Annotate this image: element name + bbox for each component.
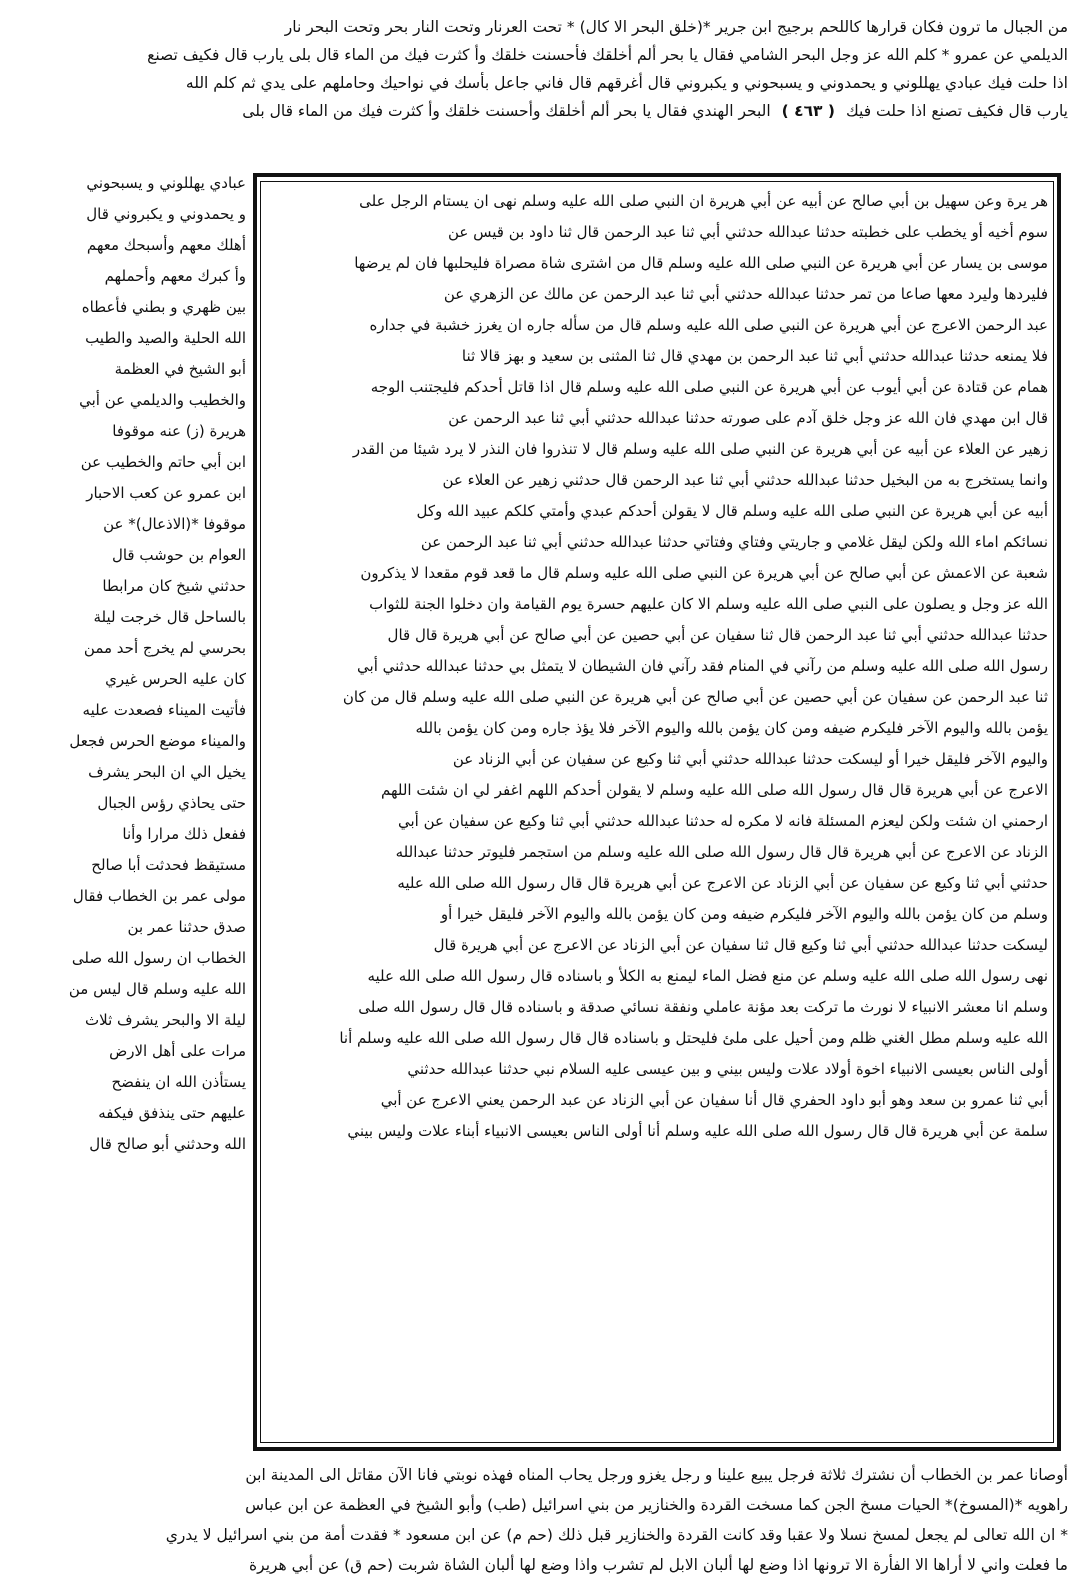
margin-line: حتى يحاذي رؤس الجبال	[97, 794, 246, 812]
margin-line: هريرة (ز) عنه موقوفا	[112, 422, 246, 440]
main-text	[268, 186, 1048, 1147]
margin-line: والخطيب والديلمي عن أبي	[79, 391, 246, 409]
margin-line: كان عليه الحرس غيري	[105, 670, 246, 688]
main-line: الزناد عن الاعرج عن أبي هريرة قال قال رسول الله صلى الله عليه وسلم من استجمر فليوتر حدثنا عبدالله	[395, 843, 1048, 861]
main-line: وسلم من كان يؤمن بالله واليوم الآخر فليكرم ضيفه ومن كان يؤمن بالله واليوم الآخر فليقل خيرا أو	[440, 905, 1048, 923]
main-line: سلمة عن أبي هريرة قال قال رسول الله صلى الله عليه وسلم أنا أولى الناس بعيسى الانبياء أبناء علات وليس بيني	[347, 1122, 1048, 1140]
main-line: ليسكت حدثنا عبدالله حدثني أبي ثنا وكيع قال ثنا سفيان عن أبي الزناد عن الاعرج عن أبي هريرة قال	[433, 936, 1048, 954]
margin-line: يستأذن الله ان ينفضح	[111, 1073, 246, 1091]
margin-line: ابن عمرو عن كعب الاحبار	[86, 484, 246, 502]
margin-line: الله عليه وسلم قال ليس من	[68, 980, 246, 998]
header-line: البحر الهندي فقال يا بحر ألم أخلقك وأحسنت خلقك وأ كثرت فيك من الماء قال بلى	[242, 102, 771, 120]
main-line: أولى الناس بعيسى الانبياء اخوة أولاد علات وليس بيني و بين عيسى عليه السلام نبي حدثنا عبدالله حدثني	[407, 1060, 1048, 1078]
margin-commentary	[10, 168, 246, 1160]
main-line: أبي ثنا عمرو بن سعد وهو أبو داود الحفري قال أنا سفيان عن أبي الزناد عن عبد الرحمن يعني الاعرج عن أبي	[380, 1091, 1048, 1109]
main-line: ارحمني ان شئت ولكن ليعزم المسئلة فانه لا مكره له حدثنا عبدالله حدثني أبي ثنا وكيع عن سفيان عن أبي	[397, 812, 1048, 830]
margin-line: الله وحدثني أبو صالح قال	[89, 1135, 246, 1153]
header-line: الديلمي عن عمرو * كلم الله عز وجل البحر الشامي فقال يا بحر ألم أخلقك فأحسنت خلقك وأ كثرت فيك من الماء قال بلى يارب قال فكيف تصنع	[147, 46, 1068, 64]
main-line: سوم أخيه أو يخطب على خطبته حدثنا عبدالله حدثني أبي ثنا عبد الرحمن قال ثنا داود بن قيس عن	[448, 223, 1048, 241]
margin-line: فأتيت الميناء فصعدت عليه	[82, 701, 246, 719]
main-line: أبيه عن أبي هريرة عن النبي صلى الله عليه وسلم قال لا يقولن أحدكم عبدي وأمتي كلكم عبيد الله وكل	[416, 502, 1048, 520]
margin-line: بالساحل قال خرجت ليلة	[93, 608, 246, 626]
main-line: رسول الله صلى الله عليه وسلم من رآني في المنام فقد رآني فان الشيطان لا يتمثل بي حدثنا عبدالله حدثني أبي	[357, 657, 1048, 675]
margin-line: حدثني شيخ كان مرابطا	[102, 577, 246, 595]
header-line: اذا حلت فيك عبادي يهللوني و يحمدوني و يسبحوني و يكبروني قال أغرقهم قال فاني جاعل بأسك في نواحيك وحاملهم على يدي ثم كلم الله	[185, 74, 1068, 92]
margin-line: الخطاب ان رسول الله صلى	[71, 949, 246, 967]
main-line: وانما يستخرج به من البخيل حدثنا عبدالله حدثني أبي ثنا عبد الرحمن قال حدثني زهير عن العلاء عن	[442, 471, 1048, 489]
main-line: فلا يمنعه حدثنا عبدالله حدثني أبي ثنا عبد الرحمن بن مهدي قال ثنا المثنى بن سعيد و بهز قالا ثنا	[461, 347, 1048, 365]
margin-line: ليلة الا والبحر يشرف ثلاث	[85, 1011, 246, 1029]
main-line: وسلم انا معشر الانبياء لا نورث ما تركت بعد مؤنة عاملي ونفقة نسائي صدقة و باسناده قال قال رسول الله صلى	[358, 998, 1048, 1016]
margin-line: ابن أبي حاتم والخطيب عن	[80, 453, 246, 471]
main-line: ثنا عبد الرحمن عن سفيان عن أبي حصين عن أبي صالح عن أبي هريرة عن النبي صلى الله عليه وسلم قال من كان	[342, 688, 1048, 706]
margin-line: مرات على أهل الارض	[109, 1042, 246, 1060]
margin-line: والميناء موضع الحرس فجعل	[69, 732, 246, 750]
main-line: حدثني أبي ثنا وكيع عن سفيان عن أبي الزناد عن الاعرج عن أبي هريرة قال قال رسول الله صلى الله عليه	[397, 874, 1048, 892]
margin-line: موقوفا *(الاذعال)* عن	[103, 515, 246, 533]
header-line-with-page-number	[28, 98, 1068, 126]
margin-line: وأ كبرك معهم وأحملهم	[104, 267, 246, 285]
header-line: من الجبال ما ترون فكان قرارها كاللحم برجيج ابن جرير *(خلق البحر الا كال) * تحت العرنار وتحت النار بحر وتحت البحر نار	[284, 18, 1068, 36]
footer-line: أوصانا عمر بن الخطاب أن نشترك ثلاثة فرجل يبيع علينا و رجل يغزو ورجل يحاب المناه فهذه نوبتي فانا الآن مقاتل الى المدينة ابن	[245, 1466, 1068, 1484]
margin-line: عليهم حتى ينذفق فيكفه	[98, 1104, 246, 1122]
main-line: الله عز وجل و يصلون على النبي صلى الله عليه وسلم الا كان عليهم حسرة يوم القيامة وان دخلوا الجنة للثواب	[369, 595, 1048, 613]
main-line: شعبة عن الاعمش عن أبي صالح عن أبي هريرة عن النبي صلى الله عليه وسلم قال ما قعد قوم مقعدا لا يذكرون	[360, 564, 1048, 582]
margin-line: الله الحلية والصيد والطيب	[85, 329, 246, 347]
main-line: فليردها وليرد معها صاعا من تمر حدثنا عبدالله حدثني أبي ثنا عبد الرحمن عن مالك عن الزهري عن	[443, 285, 1048, 303]
main-line: قال ابن مهدي فان الله عز وجل خلق آدم على صورته حدثنا عبدالله حدثني أبي ثنا عبد الرحمن عن	[448, 409, 1048, 427]
footer-line: راهويه *(المسوخ)* الحيات مسخ الجن كما مسخت القردة والخنازير من بني اسرائيل (طب) وأبو الشيخ في العظمة عن ابن عباس	[245, 1496, 1068, 1514]
main-line: همام عن قتادة عن أبي أيوب عن أبي هريرة عن النبي صلى الله عليه وسلم قال اذا قاتل أحدكم فليجتنب الوجه	[370, 378, 1048, 396]
main-line: واليوم الآخر فليقل خيرا أو ليسكت حدثنا عبدالله حدثني أبي ثنا وكيع عن سفيان عن أبي الزناد عن	[452, 750, 1048, 768]
footer-block	[28, 1462, 1068, 1582]
margin-line: أهلك معهم وأسبحك معهم	[86, 236, 246, 254]
margin-line: ففعل ذلك مرارا وأنا	[122, 825, 246, 843]
margin-line: بحرسي لم يخرج أحد ممن	[83, 639, 246, 657]
margin-line: مستيقظ فحدثت أبا صالح	[91, 856, 246, 874]
margin-line: و يحمدوني و يكبروني قال	[86, 205, 246, 223]
header-tail: يارب قال فكيف تصنع اذا حلت فيك	[845, 102, 1068, 120]
main-line: نسائكم اماء الله ولكن ليقل غلامي و جاريتي وفتاي وفتاتي حدثنا عبدالله حدثني أبي ثنا عبد الرحمن عن	[420, 533, 1048, 551]
margin-line: بين ظهري و بطني فأعطاه	[81, 298, 246, 316]
margin-line: عبادي يهللوني و يسبحوني	[86, 174, 246, 192]
margin-line: صدق حدثنا عمر بن	[127, 918, 246, 936]
main-line: هر يرة وعن سهيل بن أبي صالح عن أبيه عن أبي هريرة ان النبي صلى الله عليه وسلم نهى ان يستام الرجل على	[359, 192, 1048, 210]
main-line: يؤمن بالله واليوم الآخر فليكرم ضيفه ومن كان يؤمن بالله واليوم الآخر فلا يؤذ جاره ومن كان يؤمن بالله	[415, 719, 1048, 737]
margin-line: يخيل الي ان البحر يشرف	[88, 763, 246, 781]
main-line: عبد الرحمن الاعرج عن أبي هريرة عن النبي صلى الله عليه وسلم قال من سأله جاره ان يغرز خشبة في جداره	[369, 316, 1048, 334]
main-line: زهير عن العلاء عن أبيه عن أبي هريرة عن النبي صلى الله عليه وسلم قال لا تنذروا فان النذر لا يرد شيئا من القدر	[352, 440, 1048, 458]
footer-line: * ان الله تعالى لم يجعل لمسخ نسلا ولا عقبا وقد كانت القردة والخنازير قبل ذلك (حم م) عن ابن مسعود * فقدت أمة من بني اسرائيل لا يدري	[165, 1526, 1068, 1544]
footer-line: ما فعلت واني لا أراها الا الفأرة الا ترونها اذا وضع لها ألبان الابل لم تشرب واذا وضع لها ألبان الشاة شربت (حم ق) عن أبي هريرة	[249, 1556, 1068, 1574]
main-line: الله عليه وسلم مطل الغني ظلم ومن أحيل على ملئ فليحتل و باسناده قال قال رسول الله صلى الله عليه وسلم أنا	[339, 1029, 1048, 1047]
main-line: حدثنا عبدالله حدثني أبي ثنا عبد الرحمن قال ثنا سفيان عن أبي حصين عن أبي صالح عن أبي هريرة قال قال	[387, 626, 1048, 644]
margin-line: أبو الشيخ في العظمة	[114, 360, 246, 378]
margin-line: مولى عمر بن الخطاب فقال	[72, 887, 246, 905]
page-number: ( ٤٦٣ )	[781, 102, 836, 120]
main-line: موسى بن يسار عن أبي هريرة عن النبي صلى الله عليه وسلم قال من اشترى شاة مصراة فليحلبها فان لم يرضها	[354, 254, 1048, 272]
main-line: نهى رسول الله صلى الله عليه وسلم عن منع فضل الماء ليمنع به الكلأ و باسناده قال رسول الله صلى الله عليه	[367, 967, 1048, 985]
main-line: الاعرج عن أبي هريرة قال قال رسول الله صلى الله عليه وسلم لا يقولن أحدكم اللهم اغفر لي ان شئت اللهم	[380, 781, 1048, 799]
margin-line: العوام بن حوشب قال	[111, 546, 246, 564]
header-block	[28, 14, 1068, 126]
